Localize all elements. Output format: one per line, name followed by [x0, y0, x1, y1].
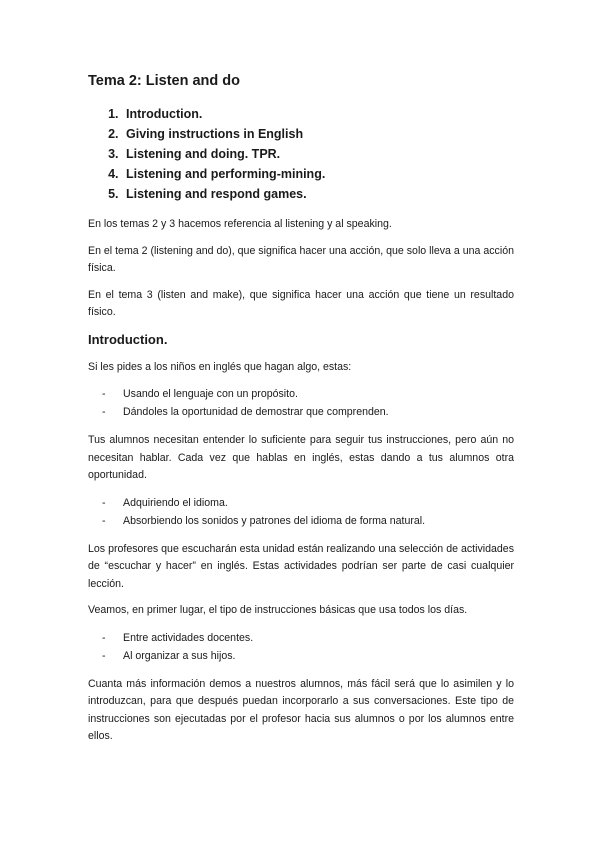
list-item-text: Al organizar a sus hijos. [123, 649, 236, 662]
list-item-text: Adquiriendo el idioma. [123, 496, 228, 509]
paragraph: En los temas 2 y 3 hacemos referencia al listening y al speaking. [88, 218, 392, 230]
paragraph: Los profesores que escucharán esta unidad están realizando una selección de actividades de “escuchar y hacer” en inglés. Estas actividades podrían ser parte de casi cualquier lección. [88, 542, 514, 590]
list-item [88, 647, 514, 665]
section-heading: Introduction. [88, 331, 168, 347]
list-item-text: Dándoles la oportunidad de demostrar que comprenden. [123, 406, 389, 418]
list-item [88, 494, 514, 512]
toc-item: 4. Listening and performing-mining. [122, 164, 514, 184]
dash-marker: - [102, 388, 106, 400]
paragraph: Cuanta más información demos a nuestros alumnos, más fácil será que lo asimilen y lo introduzcan, para que después puedan incorporarlo a sus conversaciones. Este tipo de instrucciones son ejecutadas por el profesor hacia sus alumnos o por los alumnos entre ellos. [88, 677, 514, 742]
toc-item: 5. Listening and respond games. [122, 184, 514, 204]
paragraph: Veamos, en primer lugar, el tipo de instrucciones básicas que usa todos los días. [88, 604, 468, 616]
dash-marker: - [102, 649, 106, 662]
table-of-contents [88, 104, 514, 204]
dash-list [88, 494, 514, 530]
paragraph: Si les pides a los niños en inglés que hagan algo, estas: [88, 360, 352, 373]
dash-marker: - [102, 631, 106, 644]
list-item-text: Usando el lenguaje con un propósito. [123, 388, 298, 400]
list-item [88, 403, 514, 421]
dash-marker: - [102, 496, 106, 509]
toc-item: 1. Introduction. [122, 104, 514, 124]
list-item [88, 512, 514, 530]
list-item [88, 385, 514, 403]
document-content [88, 72, 514, 755]
paragraph: Tus alumnos necesitan entender lo suficiente para seguir tus instrucciones, pero aún no necesitan hablar. Cada vez que hablas en inglés, estas dando a tus alumnos otra oportunidad. [88, 434, 514, 481]
dash-marker: - [102, 406, 106, 418]
dash-list [88, 385, 514, 421]
paragraph: En el tema 2 (listening and do), que significa hacer una acción, que solo lleva a una acción física. [88, 244, 514, 274]
list-item-text: Absorbiendo los sonidos y patrones del idioma de forma natural. [123, 514, 426, 527]
document-title: Tema 2: Listen and do [88, 73, 241, 89]
list-item-text: Entre actividades docentes. [123, 631, 254, 644]
dash-marker: - [102, 514, 106, 527]
list-item [88, 629, 514, 647]
paragraph: En el tema 3 (listen and make), que significa hacer una acción que tiene un resultado físico. [88, 288, 514, 318]
toc-item: 2. Giving instructions in English [122, 124, 514, 144]
dash-list [88, 629, 514, 665]
toc-item: 3. Listening and doing. TPR. [122, 144, 514, 164]
